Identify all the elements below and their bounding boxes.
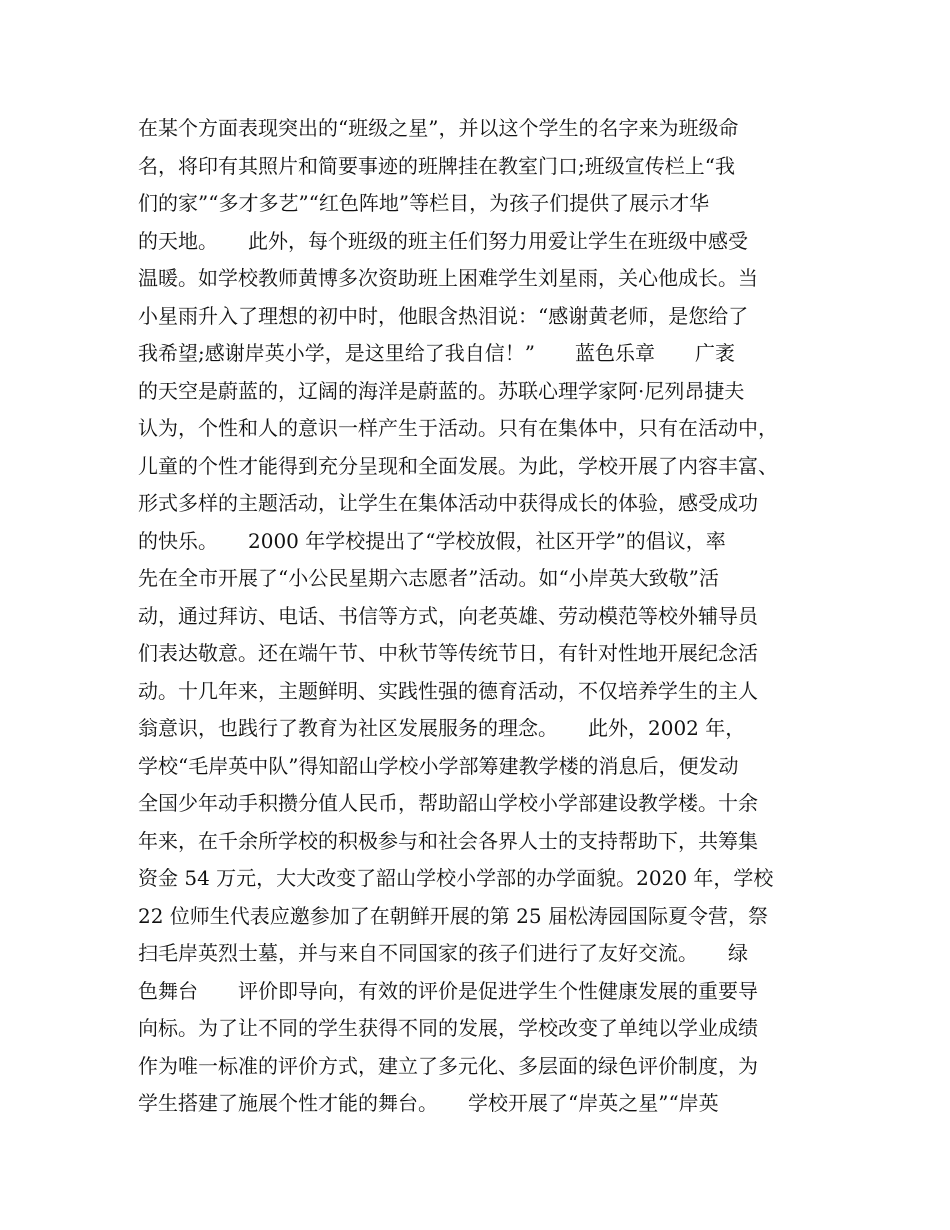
text-line: 扫毛岸英烈士墓，并与来自不同国家的孩子们进行了友好交流。 绿 xyxy=(138,941,748,965)
text-line: 的快乐。 2000 年学校提出了“学校放假，社区开学”的倡议，率 xyxy=(138,528,726,553)
text-line: 认为，个性和人的意识一样产生于活动。只有在集体中，只有在活动中， xyxy=(138,416,778,440)
text-line: 们的家”“多才多艺”“红色阵地”等栏目，为孩子们提供了展示才华 xyxy=(138,191,710,215)
text-line: 学校“毛岸英中队”得知韶山学校小学部筹建教学楼的消息后，便发动 xyxy=(138,753,739,778)
text-line: 温暖。如学校教师黄博多次资助班上困难学生刘星雨，关心他成长。当 xyxy=(138,266,758,290)
text-line: 动。十几年来，主题鲜明、实践性强的德育活动，不仅培养学生的主人 xyxy=(138,678,758,703)
text-line: 翁意识，也践行了教育为社区发展服务的理念。 此外，2002 年， xyxy=(138,716,746,740)
text-line: 的天地。 此外，每个班级的班主任们努力用爱让学生在班级中感受 xyxy=(138,228,748,253)
text-line: 色舞台 评价即导向，有效的评价是促进学生个性健康发展的重要导 xyxy=(138,978,758,1003)
text-line: 年来，在千余所学校的积极参与和社会各界人士的支持帮助下，共筹集 xyxy=(138,828,758,853)
text-line: 我希望;感谢岸英小学，是这里给了我自信！” 蓝色乐章 广袤 xyxy=(138,341,735,365)
text-line: 在某个方面表现突出的“班级之星”，并以这个学生的名字来为班级命 xyxy=(138,116,739,140)
text-line: 儿童的个性才能得到充分呈现和全面发展。为此，学校开展了内容丰富、 xyxy=(138,453,778,478)
text-line: 学生搭建了施展个性才能的舞台。 学校开展了“岸英之星”“岸英 xyxy=(138,1091,719,1115)
text-line: 形式多样的主题活动，让学生在集体活动中获得成长的体验，感受成功 xyxy=(138,491,758,515)
text-line: 22 位师生代表应邀参加了在朝鲜开展的第 25 届松涛园国际夏令营，祭 xyxy=(138,903,768,928)
text-line: 作为唯一标准的评价方式，建立了多元化、多层面的绿色评价制度，为 xyxy=(138,1053,758,1078)
text-line: 向标。为了让不同的学生获得不同的发展，学校改变了单纯以学业成绩 xyxy=(138,1016,758,1040)
text-line: 先在全市开展了“小公民星期六志愿者”活动。如“小岸英大致敬”活 xyxy=(138,566,719,590)
text-line: 们表达敬意。还在端午节、中秋节等传统节日，有针对性地开展纪念活 xyxy=(138,641,758,665)
text-line: 名，将印有其照片和简要事迹的班牌挂在教室门口;班级宣传栏上“我 xyxy=(138,153,735,178)
text-line: 的天空是蔚蓝的，辽阔的海洋是蔚蓝的。苏联心理学家阿·尼列昂捷夫 xyxy=(138,378,745,403)
body-text xyxy=(138,110,818,1123)
text-line: 动，通过拜访、电话、书信等方式，向老英雄、劳动模范等校外辅导员 xyxy=(138,603,758,628)
text-line: 小星雨升入了理想的初中时，他眼含热泪说：“感谢黄老师，是您给了 xyxy=(138,303,749,328)
text-line: 全国少年动手积攒分值人民币，帮助韶山学校小学部建设教学楼。十余 xyxy=(138,791,758,815)
text-line: 资金 54 万元，大大改变了韶山学校小学部的办学面貌。2020 年，学校 xyxy=(138,866,774,890)
